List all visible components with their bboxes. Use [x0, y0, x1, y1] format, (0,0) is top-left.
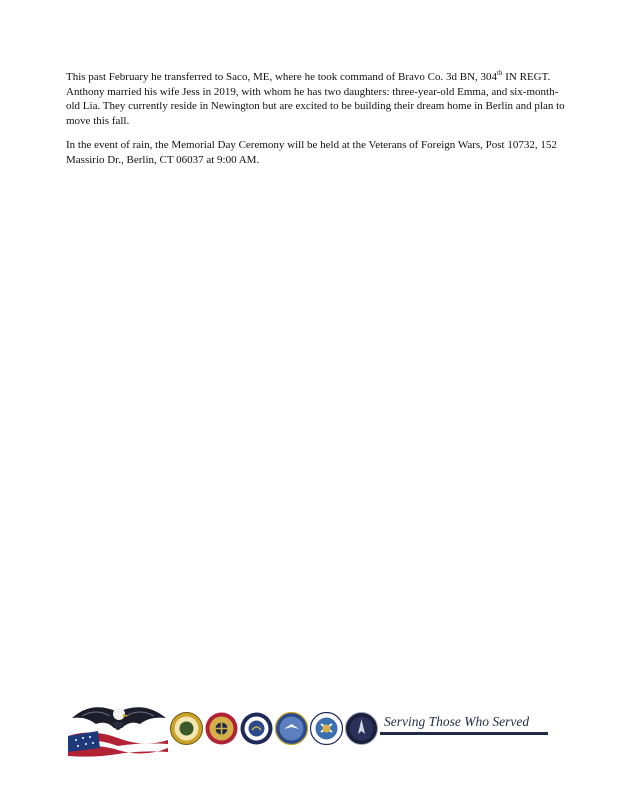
space-force-seal-icon — [345, 712, 378, 745]
air-force-seal-icon — [275, 712, 308, 745]
navy-seal-icon — [240, 712, 273, 745]
footer-banner — [62, 698, 552, 760]
paragraph-transfer-part2: IN REGT. Anthony married his wife Jess in 2019, with whom he has two daughters: three-year-old Emma, and six-month-old Lia. They currently reside in Newington but are excited to be building their dream home in Berlin and plan to move this fall. — [66, 71, 565, 127]
footer-motto: Serving Those Who Served — [384, 714, 530, 729]
coast-guard-seal-icon — [310, 712, 343, 745]
paragraph-transfer-part1: This past February he transferred to Saco, ME, where he took command of Bravo Co. 3d BN, 304 — [66, 71, 498, 83]
paragraph-transfer — [66, 70, 566, 128]
army-seal-icon — [170, 712, 203, 745]
motto-underline — [380, 732, 548, 735]
document-body — [66, 70, 566, 177]
eagle-flag-logo — [62, 698, 174, 760]
paragraph-rain-location: In the event of rain, the Memorial Day Ceremony will be held at the Veterans of Foreign Wars, Post 10732, 152 Massirio Dr., Berlin, CT 06037 at 9:00 AM. — [66, 139, 557, 166]
marine-corps-seal-icon — [205, 712, 238, 745]
ordinal-superscript: th — [497, 69, 503, 77]
